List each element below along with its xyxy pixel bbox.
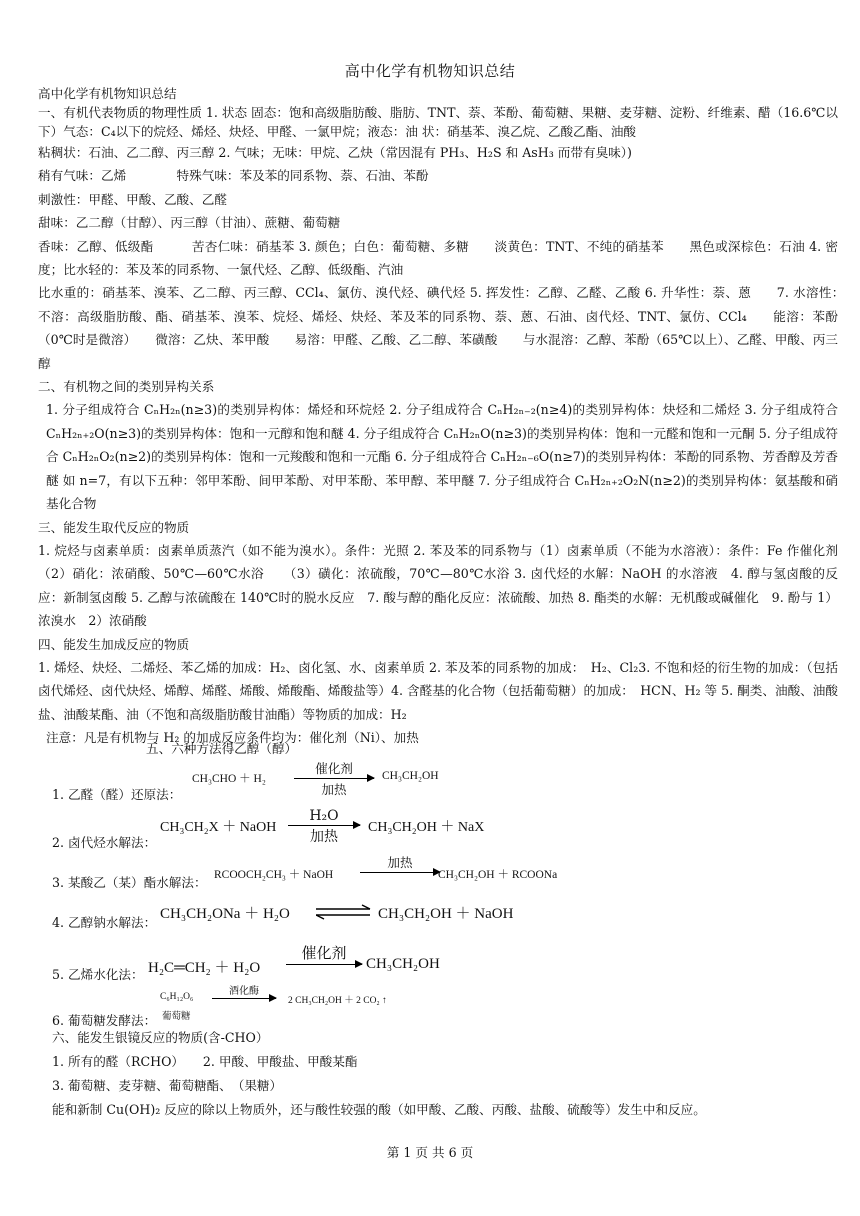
reaction-arrow xyxy=(360,854,440,890)
reaction-4-products: CH₃CH₂OH ＋ NaOH xyxy=(378,906,514,922)
paragraph-density-solubility: 比水重的：硝基苯、溴苯、乙二醇、丙三醇、CCl₄、氯仿、溴代烃、碘代烃 5. 挥发性：乙醇、乙醛、乙酸 6. 升华性：萘、蒽 7. 水溶性： 不溶：高级脂肪酸、酯、硝基苯、溴苯、烷烃、烯烃、炔烃、苯及苯的同系物、萘、蒽、石油、卤代烃、TNT、氯仿、CCl₄ 能溶：苯酚（0℃时是微溶） 微溶：乙炔、苯甲酸 易溶：甲醛、乙酸、乙二醇、苯磺酸 与水混溶：乙醇、苯酚（65℃以上）、乙醛、甲酸、丙三醇 xyxy=(38,285,851,371)
section-6-note: 能和新制 Cu(OH)₂ 反应的除以上物质外，还与酸性较强的酸（如甲酸、乙酸、丙酸、盐酸、硫酸等）发生中和反应。 xyxy=(52,1102,706,1117)
reaction-5-label: 5. 乙烯水化法： xyxy=(52,967,144,982)
section-1-text: 一、有机代表物质的物理性质 1. 状态 固态：饱和高级脂肪酸、脂肪、TNT、萘、苯酚、葡萄糖、果糖、麦芽糖、淀粉、纤维素、醋（16.6℃以下）气态：C₄以下的烷烃、烯烃、炔烃、甲醛、一氯甲烷；液态：油 状：硝基苯、溴乙烷、乙酸乙酯、油酸 xyxy=(38,105,838,139)
section-4-text: 1. 烯烃、炔烃、二烯烃、苯乙烯的加成：H₂、卤化氢、水、卤素单质 2. 苯及苯的同系物的加成： H₂、Cl₂3. 不饱和烃的衍生物的加成：（包括卤代烯烃、卤代炔烃、烯醇、烯醛、烯酸、烯酸酯、烯酸盐等）4. 含醛基的化合物（包括葡萄糖）的加成： HCN、H₂ 等 5. 酮类、油酸、油酸盐、油酸某酯、油（不饱和高级脂肪酸甘油酯）等物质的加成：H₂ xyxy=(38,659,838,722)
paragraph-sweet: 甜味：乙二醇（甘醇）、丙三醇（甘油）、蔗糖、葡萄糖 xyxy=(38,215,341,231)
section-6-item-2: 3. 葡萄糖、麦芽糖、葡萄糖酯、 （果糖） xyxy=(52,1078,283,1093)
paragraph-irritating: 刺激性：甲醛、甲酸、乙酸、乙醛 xyxy=(38,191,227,207)
reaction-6-reactant: C₆H₁₂O₆ xyxy=(160,992,194,1002)
reaction-4-reactants: CH₃CH₂ONa ＋ H₂O xyxy=(160,906,290,922)
reaction-3-products: CH₃CH₂OH ＋ RCOONa xyxy=(438,869,558,881)
section-2-heading: 二、有机物之间的类别异构关系 xyxy=(38,379,215,395)
catalyst-label: 催化剂 xyxy=(315,761,353,776)
reaction-3-label: 3. 某酸乙（某）酯水解法： xyxy=(52,875,207,890)
catalyst-label: 催化剂 xyxy=(301,944,347,962)
paragraph-slight-smell: 稍有气味：乙烯 特殊气味：苯及苯的同系物、萘、石油、苯酚 xyxy=(38,168,429,184)
condition-label: 加热 xyxy=(310,829,338,845)
section-6-item-1: 1. 所有的醛（RCHO） 2. 甲酸、甲酸盐、甲酸某酯 xyxy=(52,1054,358,1069)
reaction-3-reactants: RCOOCH₂CH₃ ＋ NaOH xyxy=(214,869,334,881)
section-4-heading: 四、能发生加成反应的物质 xyxy=(38,636,190,652)
paragraph-smell: 粘稠状：石油、乙二醇、丙三醇 2. 气味；无味：甲烷、乙炔（常因混有 PH₃、H₂S 和 AsH₃ 而带有臭味）) xyxy=(38,145,632,160)
reaction-2-products: CH₃CH₂OH ＋ NaX xyxy=(368,820,485,835)
reaction-4 xyxy=(52,898,652,928)
reaction-1 xyxy=(52,761,652,802)
doc-heading: 高中化学有机物知识总结 xyxy=(38,86,177,101)
section-3-heading: 三、能发生取代反应的物质 xyxy=(38,519,190,535)
reaction-4-label: 4. 乙醇钠水解法： xyxy=(52,915,157,930)
reaction-arrow xyxy=(294,761,374,797)
reaction-arrow xyxy=(286,942,362,986)
reaction-6 xyxy=(52,986,652,1028)
reaction-6-label: 6. 葡萄糖发酵法： xyxy=(52,1013,157,1028)
page-title: 高中化学有机物知识总结 xyxy=(344,62,516,80)
section-6-heading: 六、能发生银镜反应的物质(含-CHO） xyxy=(52,1030,269,1045)
section-2-text: 1. 分子组成符合 CₙH₂ₙ(n≥3)的类别异构体：烯烃和环烷烃 2. 分子组成符合 CₙH₂ₙ₋₂(n≥4)的类别异构体：炔烃和二烯烃 3. 分子组成符合 CₙH₂ₙ₊₂O(n≥3)的类别异构体：饱和一元醇和饱和醚 4. 分子组成符合 CₙH₂ₙO(n≥3)的类别异构体：饱和一元醛和饱和一元酮 5. 分子组成符合 CₙH₂ₙO₂(n≥2)的类别异构体：饱和一元羧酸和饱和一元酯 6. 分子组成符合 CₙH₂ₙ₋₆O(n≥7)的类别异构体：苯酚的同系物、芳香醇及芳香醚 如 n=7，有以下五种：邻甲苯酚、间甲苯酚、对甲苯酚、苯甲醇、苯甲醚 7. 分子组成符合 CₙH₂ₙ₊₂O₂N(n≥2)的类别异构体：氨基酸和硝基化合物 xyxy=(46,402,838,512)
page-footer: 第 1 页 共 6 页 xyxy=(386,1145,474,1160)
condition-label: 加热 xyxy=(321,782,347,797)
reaction-arrow xyxy=(212,986,276,1010)
reaction-arrow xyxy=(288,806,360,844)
equilibrium-arrow-icon xyxy=(316,904,372,920)
reaction-6-reactant-name: 葡萄糖 xyxy=(162,1012,191,1022)
reaction-2-reactants: CH₃CH₂X ＋ NaOH xyxy=(160,820,277,835)
reaction-1-products: CH₃CH₂OH xyxy=(382,770,439,782)
reaction-1-reactants: CH₃CHO ＋ H₂ xyxy=(192,773,266,785)
enzyme-label: 酒化酶 xyxy=(229,986,259,997)
reaction-3 xyxy=(52,854,652,890)
reaction-5-reactants: H₂C═CH₂ ＋ H₂O xyxy=(148,960,261,976)
reaction-1-label: 1. 乙醛（醛）还原法： xyxy=(52,787,182,802)
section-6 xyxy=(52,1026,832,1122)
paragraph-fragrant-color: 香味：乙醇、低级酯 苦杏仁味：硝基苯 3. 颜色；白色：葡萄糖、多糖 淡黄色：TNT、不纯的硝基苯 黑色或深棕色：石油 4. 密度；比水轻的：苯及苯的同系物、一氯代烃、乙醇、低级酯、汽油 xyxy=(38,238,838,278)
section-5-heading: 五、六种方法得乙醇（醇） xyxy=(146,741,298,756)
reaction-6-products: 2 CH₃CH₂OH ＋ 2 CO₂ ↑ xyxy=(288,996,387,1006)
reaction-5-products: CH₃CH₂OH xyxy=(366,956,440,972)
reaction-2-label: 2. 卤代烃水解法： xyxy=(52,835,157,850)
section-3-text: 1. 烷烃与卤素单质：卤素单质蒸汽（如不能为溴水）。条件：光照 2. 苯及苯的同系物与（1）卤素单质（不能为水溶液）：条件：Fe 作催化剂（2）硝化：浓硝酸、50℃—60℃水浴 （3）磺化：浓硫酸，70℃—80℃水浴 3. 卤代烃的水解：NaOH 的水溶液 4. 醇与氢卤酸的反应：新制氢卤酸 5. 乙醇与浓硫酸在 140℃时的脱水反应 7. 酸与醇的酯化反应：浓硫酸、加热 8. 酯类的水解：无机酸或碱催化 9. 酚与 1）浓溴水 2）浓硝酸 xyxy=(38,542,838,629)
reaction-2 xyxy=(52,806,652,850)
condition-label: 加热 xyxy=(387,855,413,870)
reaction-5 xyxy=(52,942,652,982)
solvent-label: H₂O xyxy=(309,808,339,824)
note-text: 注意：凡是有机物与 H₂ 的加成反应条件均为：催化剂（Ni）、加热 xyxy=(46,730,419,746)
document-body xyxy=(38,84,851,750)
